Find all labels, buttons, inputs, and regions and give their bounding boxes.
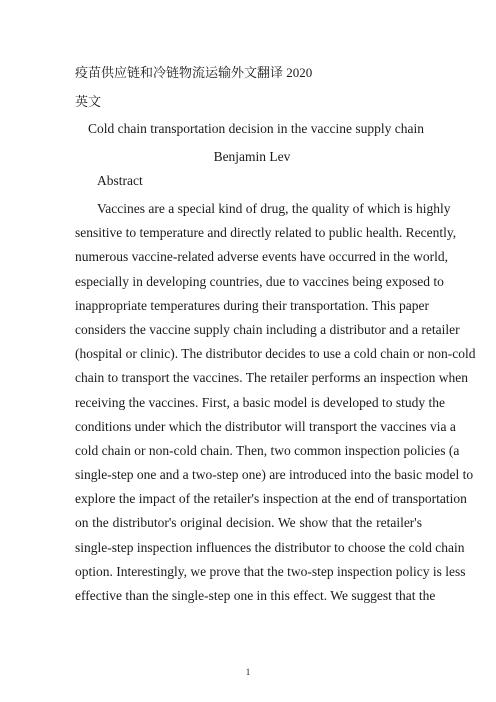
article-author [0,148,496,166]
abstract-line: single-step one and a two-step one) are introduced into the basic model to [75,467,474,483]
abstract-line: on the distributor's original decision. We show that the retailer's [75,515,422,531]
abstract-line: especially in developing countries, due to vaccines being exposed to [75,273,444,289]
page-number: 1 [245,667,251,677]
article-title [0,120,496,138]
abstract-line: receiving the vaccines. First, a basic model is developed to study the [75,394,446,410]
abstract-line: single-step inspection influences the distributor to choose the cold chain [75,539,465,555]
abstract-line: (hospital or clinic). The distributor decides to use a cold chain or non-cold [75,346,476,362]
language-label: 英文 [75,94,102,109]
abstract-body [75,197,476,608]
abstract-line: Vaccines are a special kind of drug, the quality of which is highly [97,201,451,216]
article-author-text: Benjamin Lev [213,149,291,164]
abstract-line: option. Interestingly, we prove that the two-step inspection policy is less [75,563,466,579]
abstract-line: conditions under which the distributor will transport the vaccines via a [75,418,456,434]
abstract-line: effective than the single-step one in this effect. We suggest that the [75,588,436,603]
abstract-line: numerous vaccine-related adverse events have occurred in the world, [75,249,448,265]
abstract-heading: Abstract [97,173,143,188]
abstract-line: cold chain or non-cold chain. Then, two common inspection policies (a [75,442,460,458]
abstract-line: inappropriate temperatures during their transportation. This paper [75,297,430,313]
abstract-line: explore the impact of the retailer's inspection at the end of transportation [75,491,467,507]
abstract-line: chain to transport the vaccines. The retailer performs an inspection when [75,370,468,386]
document-heading: 疫苗供应链和冷链物流运输外文翻译 2020 [75,65,313,80]
article-title-text: Cold chain transportation decision in the vaccine supply chain [88,121,424,136]
abstract-line: sensitive to temperature and directly related to public health. Recently, [75,225,457,241]
abstract-line: considers the vaccine supply chain including a distributor and a retailer [75,321,460,337]
